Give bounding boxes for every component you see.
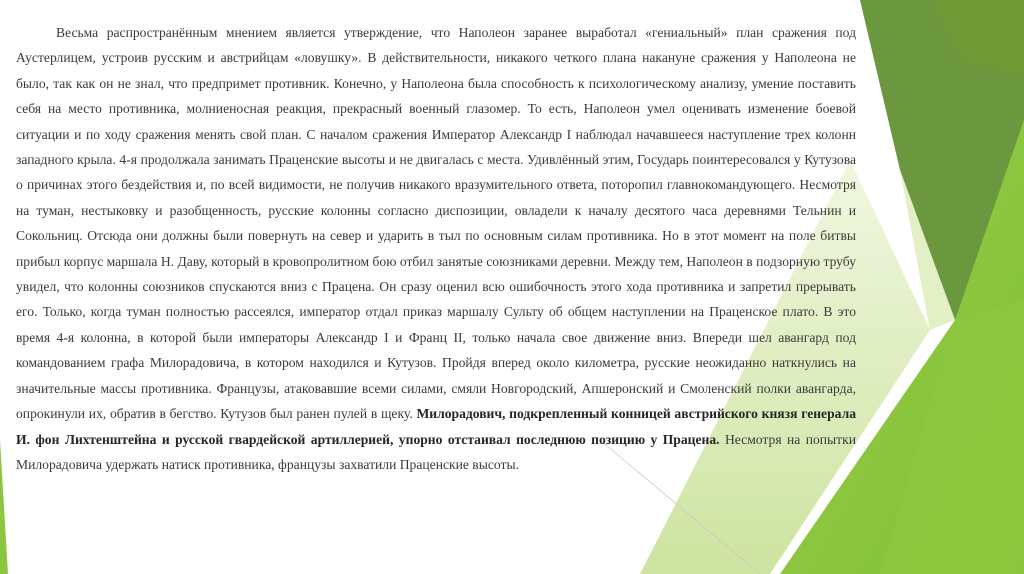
main-paragraph <box>16 20 856 477</box>
paragraph-part-1: Весьма распространённым мнением является утверждение, что Наполеон заранее выработал «гениальный» план сражения под Аустерлицем, устроив русским и австрийцам «ловушку». В действительности, никакого четкого плана накануне сражения у Наполеона не было, так как он не знал, что предпримет противник. Конечно, у Наполеона была способность к психологическому анализу, умение поставить себя на место противника, молниеносная реакция, прекрасный военный глазомер. То есть, Наполеон умел оценивать изменение боевой ситуации и по ходу сражения менять свой план. С началом сражения Император Александр I наблюдал начавшееся наступление трех колонн западного крыла. 4-я продолжала занимать Праценские высоты и не двигалась с места. Удивлённый этим, Государь поинтересовался у Кутузова о причинах этого бездействия и, по всей видимости, не получив никакого вразумительного ответа, поторопил главнокомандующего. Несмотря на туман, нестыковку и разобщенность, русские колонны согласно диспозиции, овладели к началу десятого часа деревнями Тельнин и Сокольниц. Отсюда они должны были повернуть на север и ударить в тыл по основным силам противника. Но в этот момент на поле битвы прибыл корпус маршала Н. Даву, который в кровопролитном бою отбил занятые союзниками деревни. Между тем, Наполеон в подзорную трубу увидел, что колонны союзников спускаются вниз с Працена. Он сразу оценил всю ошибочность этого хода противника и запретил прерывать его. Только, когда туман полностью рассеялся, император отдал приказ маршалу Сульту об общем наступлении на Праценское плато. В это время 4-я колонна, в которой были императоры Александр I и Франц II, только начала свое движение вниз. Впереди шел авангард под командованием графа Милорадовича, в котором находился и Кутузов. Пройдя вперед около километра, русские неожиданно наткнулись на значительные массы противника. Французы, атаковавшие всеми силами, смяли Новгородский, Апшеронский и Смоленский полки авангарда, опрокинули их, обратив в бегство. Кутузов был ранен пулей в щеку. <box>16 25 856 422</box>
slide-body-text <box>16 20 856 477</box>
paragraph-part-2-bold: Милорадович, подкрепленный конницей австрийского князя генерала И. фон Лихтенштейна и русской гвардейской артиллерией, упорно отстаивал последнюю позицию у Працена. <box>16 406 856 447</box>
left-edge-triangle <box>0 440 8 574</box>
paragraph-part-3: Несмотря на попытки Милорадовича удержать натиск противника, французы захватили Праценские высоты. <box>16 431 856 472</box>
